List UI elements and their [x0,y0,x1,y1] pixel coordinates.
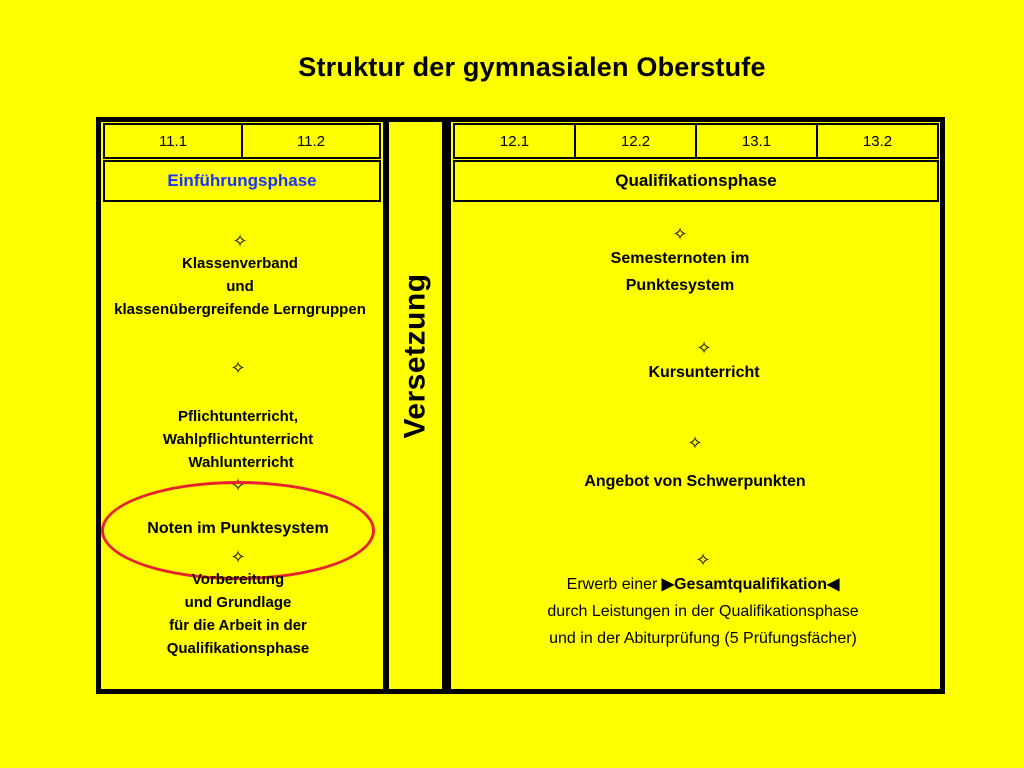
star-icon: ✧ [672,224,688,244]
text-line: Klassenverband [182,255,298,272]
right-block-kursunterricht [584,337,824,386]
text-line: Wahlunterricht [188,454,294,471]
text-line: und Grundlage [184,594,292,611]
left-block-vorbereitung [103,546,373,660]
right-block-gesamtqualifikation [453,549,953,652]
semester-cell-11-1: 11.1 [103,123,243,159]
phase-einfuehrung: Einführungsphase [103,160,381,202]
versetzung-label: Versetzung [398,272,432,439]
versetzung-label-wrap [384,117,447,694]
star-icon: ✧ [696,338,712,358]
right-block-semesternoten [560,223,800,299]
arrow-right-icon: ▶ [661,576,675,593]
phase-qualifikation: Qualifikationsphase [453,160,939,202]
semester-cell-12-2: 12.2 [574,123,697,159]
arrow-left-icon: ◀ [827,576,840,593]
star-icon: ✧ [232,231,248,251]
star-icon: ✧ [695,550,711,570]
text-strong: Gesamtqualifikation [674,576,828,593]
star-icon: ✧ [230,475,246,495]
text-line: Punktesystem [625,277,735,294]
text-prefix: Erwerb einer [566,576,662,593]
highlight-noten: Noten im Punktesystem [147,520,329,537]
text-line: durch Leistungen in der Qualifikationsphase [547,603,859,620]
text-line: Qualifikationsphase [166,640,310,657]
page-title: Struktur der gymnasialen Oberstufe [298,52,766,82]
text-line [453,571,953,598]
semester-cell-13-2: 13.2 [816,123,939,159]
right-block-schwerpunkte [540,432,850,495]
text-line: für die Arbeit in der [169,617,307,634]
text-line: Wahlpflichtunterricht [162,431,314,448]
text-line: Pflichtunterricht, [177,408,298,425]
star-icon: ✧ [687,433,703,453]
left-block-unterricht [103,357,373,474]
text-line: klassenübergreifende Lerngruppen [114,301,366,318]
star-icon: ✧ [230,358,246,378]
star-icon: ✧ [230,547,246,567]
semester-cell-11-2: 11.2 [241,123,381,159]
left-block-klassenverband [103,230,377,321]
text-line: Semesternoten im [610,250,750,267]
text-line: und [226,278,254,295]
text-line: Angebot von Schwerpunkten [584,473,806,490]
text-line: Vorbereitung [191,571,285,588]
semester-cell-12-1: 12.1 [453,123,576,159]
text-line: und in der Abiturprüfung (5 Prüfungsfächer) [549,630,857,647]
semester-cell-13-1: 13.1 [695,123,818,159]
text-line: Kursunterricht [648,364,760,381]
